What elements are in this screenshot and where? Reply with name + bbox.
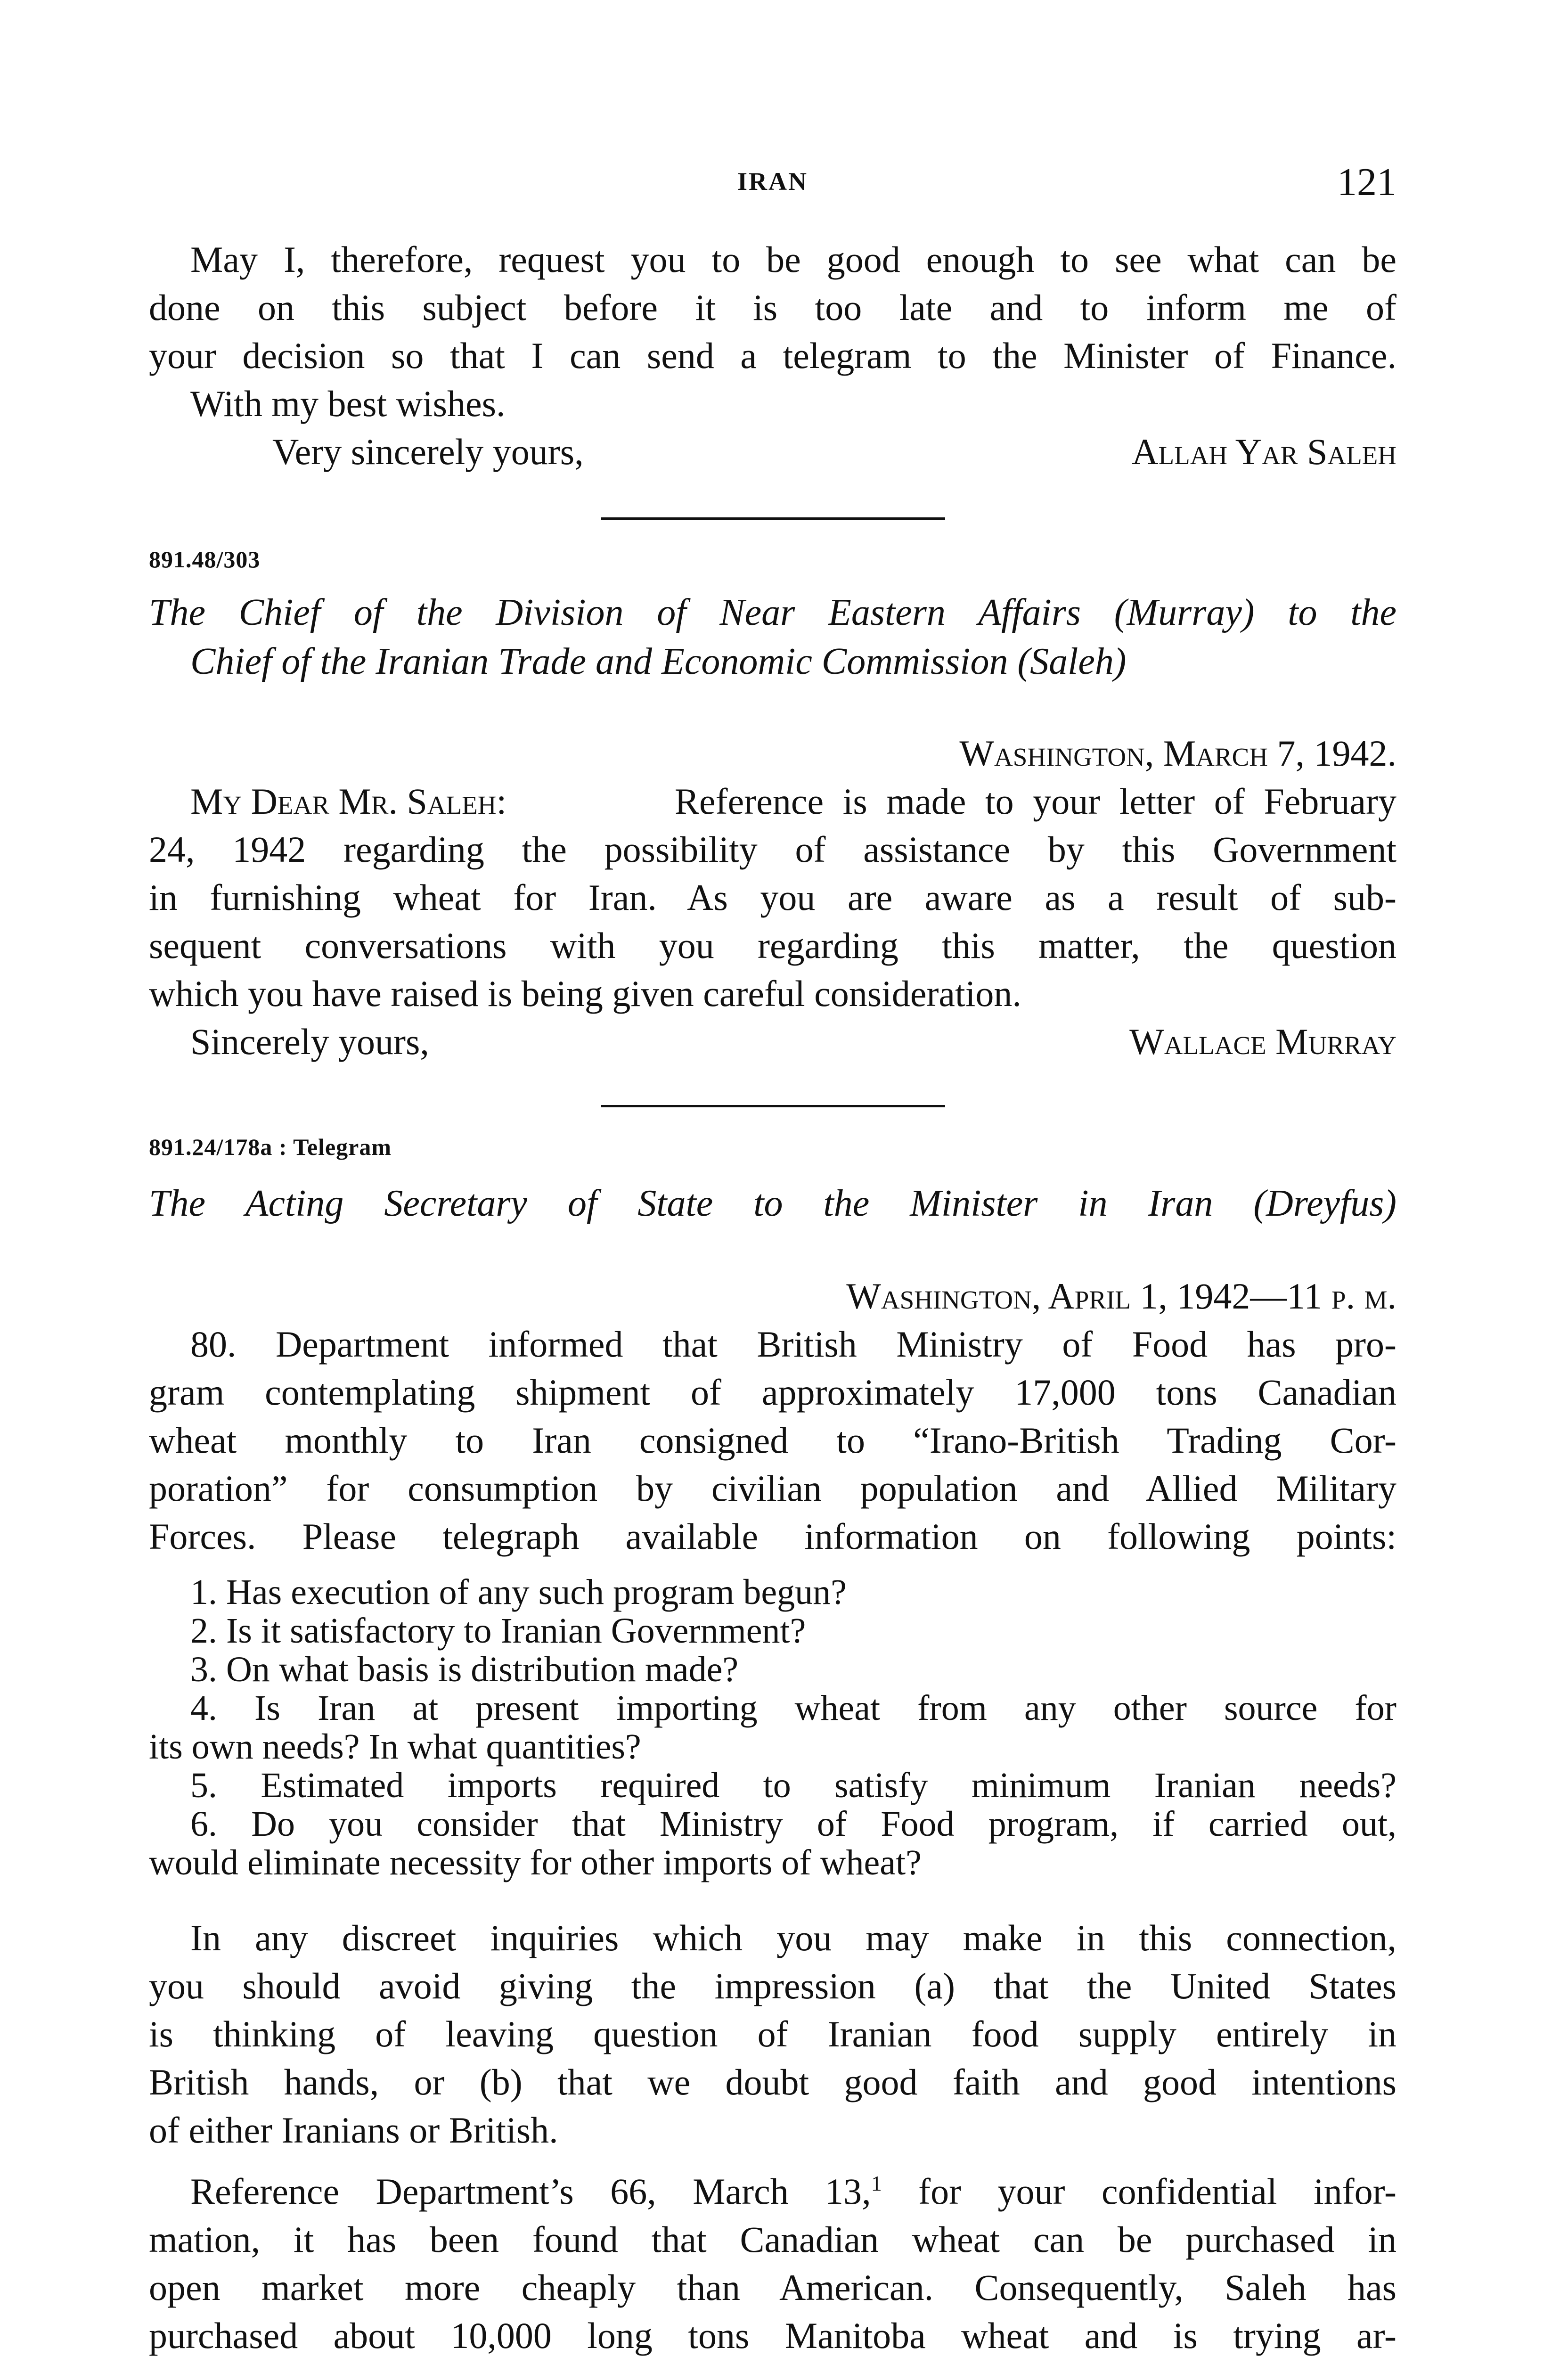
document-title: The Acting Secretary of State to the Minister in Iran (Dreyfus): [149, 1183, 1396, 1224]
separator-rule: [601, 517, 945, 520]
body-line: [190, 2168, 1396, 2216]
body-line: gram contemplating shipment of approximately 17,000 tons Canadian: [149, 1372, 1396, 1413]
body-line: In any discreet inquiries which you may make in this connection,: [190, 1917, 1396, 1958]
running-head: [149, 159, 1396, 202]
running-title: IRAN: [737, 167, 808, 196]
closing: Sincerely yours,: [190, 1021, 429, 1062]
body-line: May I, therefore, request you to be good enough to see what can be: [190, 239, 1396, 280]
document-page: [149, 0, 1396, 2356]
body-line: Forces. Please telegraph available information on following points:: [149, 1516, 1396, 1557]
file-reference: 891.48/303: [149, 546, 261, 573]
body-line: done on this subject before it is too late and to inform me of: [149, 287, 1396, 328]
body-line: 24, 1942 regarding the possibility of assistance by this Government: [149, 829, 1396, 870]
dateline: Washington, March 7, 1942.: [959, 733, 1396, 774]
body-line: of either Iranians or British.: [149, 2110, 558, 2151]
file-reference: 891.24/178a : Telegram: [149, 1134, 392, 1160]
list-item: 4. Is Iran at present importing wheat from any other source for: [190, 1688, 1396, 1728]
separator-rule: [601, 1105, 945, 1107]
body-line: in furnishing wheat for Iran. As you are aware as a result of sub-: [149, 877, 1396, 918]
body-line: sequent conversations with you regarding this matter, the question: [149, 925, 1396, 966]
signature: Wallace Murray: [1129, 1021, 1396, 1062]
dateline: Washington, April 1, 1942—11 p. m.: [846, 1276, 1396, 1317]
list-item-continuation: would eliminate necessity for other imports of wheat?: [149, 1843, 922, 1882]
body-line: which you have raised is being given careful consideration.: [149, 973, 1021, 1014]
body-line: British hands, or (b) that we doubt good faith and good intentions: [149, 2062, 1396, 2102]
text-run: for your confidential infor-: [882, 2171, 1396, 2212]
page-number: 121: [1337, 160, 1396, 204]
body-line: your decision so that I can send a telegram to the Minister of Finance.: [149, 335, 1396, 376]
document-title-line: Chief of the Iranian Trade and Economic Commission (Saleh): [190, 641, 1127, 682]
salutation: My Dear Mr. Saleh:: [190, 781, 507, 822]
body-line: purchased about 10,000 long tons Manitoba wheat and is trying ar-: [149, 2315, 1396, 2356]
body-line: Reference is made to your letter of February: [675, 781, 1396, 822]
list-item: 5. Estimated imports required to satisfy minimum Iranian needs?: [190, 1766, 1396, 1805]
footnote-reference[interactable]: 1: [871, 2171, 882, 2195]
body-line: is thinking of leaving question of Iranian food supply entirely in: [149, 2013, 1396, 2054]
list-item: 3. On what basis is distribution made?: [190, 1650, 739, 1689]
list-item: 1. Has execution of any such program begun?: [190, 1572, 847, 1612]
signature: Allah Yar Saleh: [1132, 431, 1396, 472]
list-item: 2. Is it satisfactory to Iranian Government?: [190, 1611, 806, 1651]
body-line: wheat monthly to Iran consigned to “Irano-British Trading Cor-: [149, 1420, 1396, 1461]
body-line: 80. Department informed that British Ministry of Food has pro-: [190, 1324, 1396, 1365]
closing: Very sincerely yours,: [272, 431, 584, 472]
wishes-line: With my best wishes.: [190, 383, 506, 424]
document-title-line: The Chief of the Division of Near Eastern Affairs (Murray) to the: [149, 592, 1396, 633]
text-run: Reference Department’s 66, March 13,: [190, 2171, 871, 2212]
body-line: open market more cheaply than American. Consequently, Saleh has: [149, 2267, 1396, 2308]
list-item-continuation: its own needs? In what quantities?: [149, 1727, 641, 1767]
body-line: you should avoid giving the impression (a) that the United States: [149, 1965, 1396, 2006]
body-line: poration” for consumption by civilian population and Allied Military: [149, 1468, 1396, 1509]
body-line: mation, it has been found that Canadian wheat can be purchased in: [149, 2219, 1396, 2260]
list-item: 6. Do you consider that Ministry of Food program, if carried out,: [190, 1804, 1396, 1844]
